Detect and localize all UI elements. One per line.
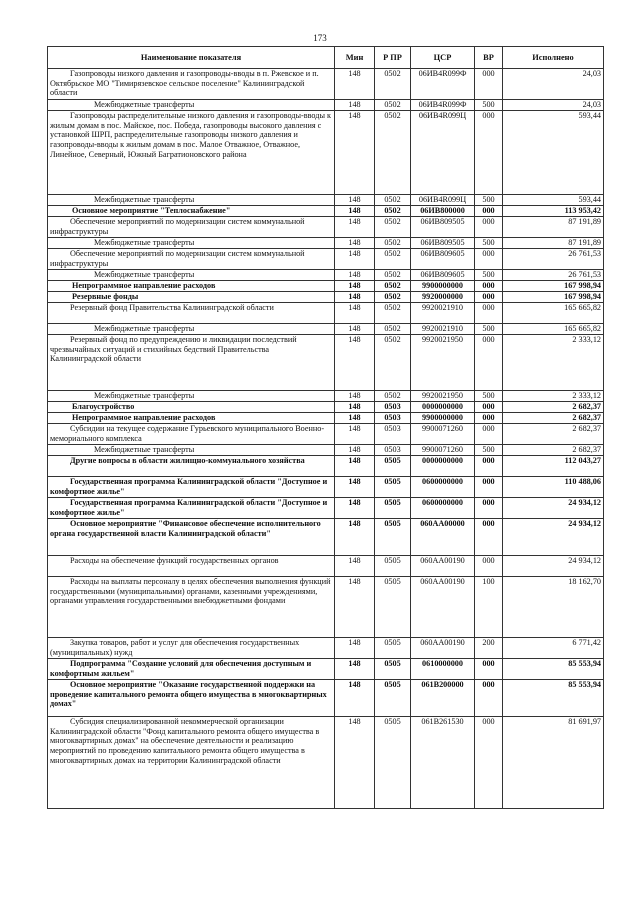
table-row (48, 519, 604, 556)
cell-name: Межбюджетные трансферты (48, 100, 335, 111)
cell-name: Обеспечение мероприятий по модернизации систем коммунальной инфраструктуры (48, 249, 335, 270)
table-row (48, 717, 604, 809)
table-body (48, 69, 604, 809)
cell-min: 148 (335, 391, 375, 402)
table-row (48, 424, 604, 445)
cell-vr: 500 (475, 195, 503, 206)
table-row (48, 292, 604, 303)
cell-name: Другие вопросы в области жилищно-коммунального хозяйства (48, 456, 335, 477)
cell-name: Газопроводы распределительные низкого давления и газопроводы-вводы к жилым домам в пос. Майское, пос. Победа, газопроводы высокого давления с установкой ШРП, распределительные газопроводы низкого давления и газопроводы-вводы к жилым домам в пос. Малое Отважное, Отважное, Линейное, Северный, Южный Багратионовского района (48, 111, 335, 195)
cell-name: Межбюджетные трансферты (48, 445, 335, 456)
cell-executed: 24,03 (503, 100, 604, 111)
cell-rpr: 0505 (375, 498, 411, 519)
cell-vr: 500 (475, 324, 503, 335)
cell-min: 148 (335, 477, 375, 498)
cell-vr: 000 (475, 519, 503, 556)
cell-executed: 6 771,42 (503, 638, 604, 659)
cell-vr: 000 (475, 556, 503, 577)
cell-rpr: 0502 (375, 303, 411, 324)
cell-rpr: 0505 (375, 680, 411, 717)
cell-rpr: 0505 (375, 556, 411, 577)
column-header-executed: Исполнено (503, 47, 604, 69)
cell-executed: 167 998,94 (503, 281, 604, 292)
cell-csr: 060АА00000 (411, 519, 475, 556)
table-row (48, 217, 604, 238)
cell-executed: 2 682,37 (503, 402, 604, 413)
table-row (48, 335, 604, 391)
cell-executed: 87 191,89 (503, 217, 604, 238)
cell-executed: 85 553,94 (503, 680, 604, 717)
table-row (48, 498, 604, 519)
cell-executed: 110 488,06 (503, 477, 604, 498)
cell-rpr: 0503 (375, 413, 411, 424)
cell-rpr: 0503 (375, 424, 411, 445)
cell-min: 148 (335, 335, 375, 391)
cell-executed: 26 761,53 (503, 249, 604, 270)
table-row (48, 111, 604, 195)
table-row (48, 281, 604, 292)
cell-csr: 06ИВ800000 (411, 206, 475, 217)
cell-name: Государственная программа Калининградской области "Доступное и комфортное жилье" (48, 498, 335, 519)
table-row (48, 249, 604, 270)
table-row (48, 238, 604, 249)
cell-min: 148 (335, 445, 375, 456)
cell-min: 148 (335, 217, 375, 238)
cell-vr: 000 (475, 659, 503, 680)
cell-vr: 000 (475, 249, 503, 270)
cell-min: 148 (335, 424, 375, 445)
cell-csr: 9920000000 (411, 292, 475, 303)
cell-name: Основное мероприятие "Финансовое обеспечение исполнительного органа государственной власти Калининградской области" (48, 519, 335, 556)
cell-name: Резервный фонд Правительства Калининградской области (48, 303, 335, 324)
cell-min: 148 (335, 270, 375, 281)
cell-rpr: 0505 (375, 477, 411, 498)
column-header-name: Наименование показателя (48, 47, 335, 69)
cell-name: Субсидия специализированной некоммерческой организации Калининградской области "Фонд капитального ремонта общего имущества в многоквартирных домах" на обеспечение деятельности и реализацию мероприятий по проведению капитального ремонта общего имущества в многоквартирных домах на территории Калининградской области (48, 717, 335, 809)
cell-name: Основное мероприятие "Оказание государственной поддержки на проведение капитального ремонта общего имущества в многоквартирных домах" (48, 680, 335, 717)
cell-name: Резервный фонд по предупреждению и ликвидации последствий чрезвычайных ситуаций и стихийных бедствий Правительства Калининградской области (48, 335, 335, 391)
cell-name: Межбюджетные трансферты (48, 270, 335, 281)
cell-csr: 9900000000 (411, 281, 475, 292)
cell-min: 148 (335, 324, 375, 335)
cell-min: 148 (335, 659, 375, 680)
cell-rpr: 0503 (375, 402, 411, 413)
cell-name: Благоустройство (48, 402, 335, 413)
cell-rpr: 0505 (375, 638, 411, 659)
cell-csr: 060АА00190 (411, 638, 475, 659)
cell-rpr: 0505 (375, 519, 411, 556)
cell-min: 148 (335, 69, 375, 100)
cell-vr: 000 (475, 335, 503, 391)
table-row (48, 577, 604, 638)
cell-name: Расходы на выплаты персоналу в целях обеспечения выполнения функций государственными (муниципальными) органами, казенными учреждениями, органами управления государственными внебюджетными фондами (48, 577, 335, 638)
cell-csr: 0600000000 (411, 498, 475, 519)
cell-min: 148 (335, 717, 375, 809)
table-row (48, 206, 604, 217)
cell-name: Государственная программа Калининградской области "Доступное и комфортное жилье" (48, 477, 335, 498)
cell-min: 148 (335, 111, 375, 195)
table-row (48, 195, 604, 206)
cell-rpr: 0502 (375, 238, 411, 249)
cell-rpr: 0502 (375, 270, 411, 281)
cell-vr: 000 (475, 717, 503, 809)
cell-rpr: 0502 (375, 111, 411, 195)
cell-vr: 000 (475, 206, 503, 217)
table-row (48, 680, 604, 717)
table-row (48, 69, 604, 100)
table-row (48, 477, 604, 498)
cell-name: Межбюджетные трансферты (48, 238, 335, 249)
cell-vr: 000 (475, 680, 503, 717)
table-row (48, 413, 604, 424)
cell-vr: 200 (475, 638, 503, 659)
cell-vr: 000 (475, 424, 503, 445)
cell-csr: 06ИВ809505 (411, 217, 475, 238)
cell-csr: 9920021910 (411, 324, 475, 335)
cell-csr: 06ИВ4R099Ф (411, 100, 475, 111)
cell-rpr: 0502 (375, 324, 411, 335)
budget-execution-table (47, 46, 604, 809)
cell-csr: 061В261530 (411, 717, 475, 809)
cell-min: 148 (335, 680, 375, 717)
table-row (48, 303, 604, 324)
cell-name: Субсидии на текущее содержание Гурьевского муниципального Военно-мемориального комплекса (48, 424, 335, 445)
table-row (48, 324, 604, 335)
cell-min: 148 (335, 195, 375, 206)
cell-name: Закупка товаров, работ и услуг для обеспечения государственных (муниципальных) нужд (48, 638, 335, 659)
cell-vr: 500 (475, 100, 503, 111)
cell-rpr: 0502 (375, 335, 411, 391)
cell-executed: 112 043,27 (503, 456, 604, 477)
cell-min: 148 (335, 402, 375, 413)
cell-min: 148 (335, 281, 375, 292)
cell-csr: 06ИВ4R099Ф (411, 69, 475, 100)
cell-executed: 81 691,97 (503, 717, 604, 809)
cell-vr: 500 (475, 238, 503, 249)
cell-csr: 0000000000 (411, 402, 475, 413)
table-row (48, 445, 604, 456)
cell-csr: 0610000000 (411, 659, 475, 680)
cell-vr: 000 (475, 69, 503, 100)
cell-executed: 85 553,94 (503, 659, 604, 680)
cell-vr: 000 (475, 303, 503, 324)
cell-min: 148 (335, 456, 375, 477)
cell-name: Подпрограмма "Создание условий для обеспечения доступным и комфортным жильем" (48, 659, 335, 680)
column-header-csr: ЦСР (411, 47, 475, 69)
cell-rpr: 0502 (375, 281, 411, 292)
cell-rpr: 0502 (375, 249, 411, 270)
cell-executed: 24 934,12 (503, 556, 604, 577)
cell-executed: 593,44 (503, 195, 604, 206)
cell-csr: 9920021950 (411, 335, 475, 391)
cell-csr: 061В200000 (411, 680, 475, 717)
cell-csr: 06ИВ809605 (411, 249, 475, 270)
cell-min: 148 (335, 413, 375, 424)
table-row (48, 456, 604, 477)
cell-name: Межбюджетные трансферты (48, 391, 335, 402)
table-row (48, 659, 604, 680)
cell-vr: 000 (475, 111, 503, 195)
table-row (48, 270, 604, 281)
column-header-vr: ВР (475, 47, 503, 69)
cell-vr: 000 (475, 402, 503, 413)
cell-executed: 113 953,42 (503, 206, 604, 217)
table-row (48, 391, 604, 402)
cell-executed: 167 998,94 (503, 292, 604, 303)
cell-rpr: 0502 (375, 391, 411, 402)
cell-name: Непрограммное направление расходов (48, 413, 335, 424)
cell-executed: 2 682,37 (503, 445, 604, 456)
cell-csr: 06ИВ4R099Ц (411, 111, 475, 195)
cell-csr: 06ИВ809505 (411, 238, 475, 249)
table-row (48, 402, 604, 413)
cell-rpr: 0502 (375, 206, 411, 217)
cell-name: Резервные фонды (48, 292, 335, 303)
cell-rpr: 0505 (375, 659, 411, 680)
cell-rpr: 0505 (375, 717, 411, 809)
page-number: 173 (313, 33, 327, 43)
cell-name: Непрограммное направление расходов (48, 281, 335, 292)
cell-csr: 0600000000 (411, 477, 475, 498)
cell-name: Межбюджетные трансферты (48, 195, 335, 206)
cell-rpr: 0502 (375, 292, 411, 303)
cell-csr: 060АА00190 (411, 556, 475, 577)
cell-rpr: 0502 (375, 195, 411, 206)
cell-executed: 26 761,53 (503, 270, 604, 281)
cell-min: 148 (335, 303, 375, 324)
cell-csr: 9920021910 (411, 303, 475, 324)
cell-executed: 593,44 (503, 111, 604, 195)
cell-min: 148 (335, 577, 375, 638)
cell-min: 148 (335, 519, 375, 556)
cell-executed: 165 665,82 (503, 324, 604, 335)
cell-name: Газопроводы низкого давления и газопроводы-вводы в п. Ржевское и п. Октябрьское МО "Тимирязевское сельское поселение" Калининградской области (48, 69, 335, 100)
cell-executed: 2 333,12 (503, 391, 604, 402)
cell-min: 148 (335, 249, 375, 270)
cell-executed: 2 682,37 (503, 413, 604, 424)
cell-csr: 06ИВ809605 (411, 270, 475, 281)
cell-min: 148 (335, 556, 375, 577)
cell-vr: 000 (475, 456, 503, 477)
table-row (48, 638, 604, 659)
cell-rpr: 0502 (375, 69, 411, 100)
cell-vr: 500 (475, 445, 503, 456)
cell-name: Обеспечение мероприятий по модернизации систем коммунальной инфраструктуры (48, 217, 335, 238)
cell-rpr: 0503 (375, 445, 411, 456)
cell-min: 148 (335, 238, 375, 249)
cell-name: Основное мероприятие "Теплоснабжение" (48, 206, 335, 217)
cell-vr: 000 (475, 281, 503, 292)
column-header-min: Мин (335, 47, 375, 69)
column-header-rpr: Р ПР (375, 47, 411, 69)
cell-min: 148 (335, 292, 375, 303)
cell-vr: 100 (475, 577, 503, 638)
cell-csr: 9920021950 (411, 391, 475, 402)
cell-executed: 18 162,70 (503, 577, 604, 638)
cell-vr: 000 (475, 217, 503, 238)
table-row (48, 100, 604, 111)
cell-executed: 87 191,89 (503, 238, 604, 249)
cell-min: 148 (335, 206, 375, 217)
cell-rpr: 0502 (375, 217, 411, 238)
cell-vr: 000 (475, 413, 503, 424)
cell-executed: 2 333,12 (503, 335, 604, 391)
cell-name: Межбюджетные трансферты (48, 324, 335, 335)
cell-rpr: 0505 (375, 456, 411, 477)
cell-csr: 9900071260 (411, 424, 475, 445)
table-row (48, 556, 604, 577)
cell-csr: 06ИВ4R099Ц (411, 195, 475, 206)
cell-executed: 24,03 (503, 69, 604, 100)
cell-rpr: 0502 (375, 100, 411, 111)
cell-executed: 2 682,37 (503, 424, 604, 445)
cell-min: 148 (335, 100, 375, 111)
table-header-row (48, 47, 604, 69)
cell-vr: 000 (475, 477, 503, 498)
cell-csr: 060АА00190 (411, 577, 475, 638)
cell-executed: 165 665,82 (503, 303, 604, 324)
cell-vr: 500 (475, 270, 503, 281)
cell-vr: 000 (475, 292, 503, 303)
cell-min: 148 (335, 498, 375, 519)
cell-csr: 9900000000 (411, 413, 475, 424)
cell-rpr: 0505 (375, 577, 411, 638)
cell-csr: 0000000000 (411, 456, 475, 477)
cell-vr: 500 (475, 391, 503, 402)
cell-executed: 24 934,12 (503, 519, 604, 556)
cell-vr: 000 (475, 498, 503, 519)
cell-name: Расходы на обеспечение функций государственных органов (48, 556, 335, 577)
cell-csr: 9900071260 (411, 445, 475, 456)
cell-executed: 24 934,12 (503, 498, 604, 519)
cell-min: 148 (335, 638, 375, 659)
